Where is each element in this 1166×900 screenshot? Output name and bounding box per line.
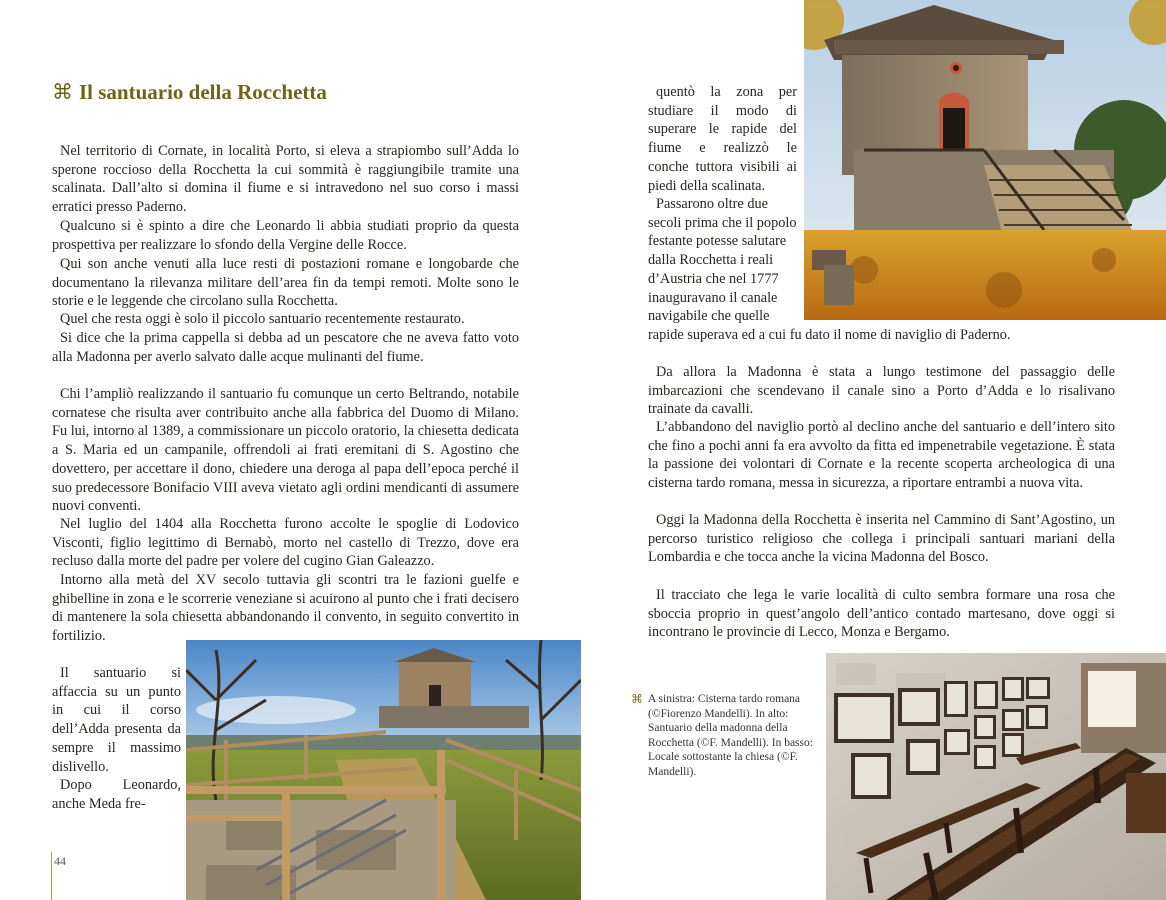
paragraph-7: Nel luglio del 1404 alla Rocchetta furono accolte le spoglie di Lodovico Visconti, figlio legittimo di Bernabò, morto nel castello di Trezzo, dove era recluso dalla morte del padre per volere del cugino Gian Galeazzo. (52, 516, 519, 570)
caption-text: A sinistra: Cisterna tardo romana (©Fiorenzo Mandelli). In alto: Santuario della madonna della Rocchetta (©F. Mandelli). In basso: Locale sottostante la chiesa (©F. Mandelli). (648, 693, 813, 778)
sanctuary-photo-illustration (804, 0, 1166, 320)
section-heading (52, 80, 327, 105)
cistern-photo-illustration (186, 640, 581, 900)
paragraph-5: Si dice che la prima cappella si debba ad un pescatore che ne aveva fatto voto alla Madonna per averlo salvato dalle acque mulinanti del fiume. (52, 330, 519, 365)
paragraph-1: Nel territorio di Cornate, in località Porto, si eleva a strapiombo sull’Adda lo sperone roccioso della Rocchetta la cui sommità è raggiungibile tramite una scalinata. Dall’alto si domina il fiume e si intravedono nel suo corso i massi erratici presso Paderno. (52, 143, 519, 216)
heading-title: Il santuario della Rocchetta (79, 80, 327, 104)
paragraph-3: Qui son anche venuti alla luce resti di postazioni romane e longobarde che documentano la rilevanza militare dell’area fin da tempi remoti. Molte sono le storie e le leggende che circolano sulla Rocchetta. (52, 256, 519, 310)
photo-sanctuary (804, 0, 1166, 320)
paragraph-13: Da allora la Madonna è stata a lungo testimone del passaggio delle imbarcazioni che scendevano il canale sino a Porto d’Adda e lo risalivano trainate da cavalli. (648, 364, 1115, 418)
photo-cistern (186, 640, 581, 900)
paragraph-15: Oggi la Madonna della Rocchetta è inserita nel Cammino di Sant’Agostino, un percorso turistico religioso che collega i principali santuari mariani della Lombardia e che tocca anche la vicina Madonna del Bosco. (648, 512, 1115, 566)
paragraph-2: Qualcuno si è spinto a dire che Leonardo li abbia studiati proprio da questa prospettiva per realizzare lo sfondo della Vergine delle Rocce. (52, 218, 519, 253)
right-page (583, 0, 1166, 900)
photo-interior (826, 653, 1166, 900)
paragraph-14: L’abbandono del naviglio portò al declino anche del santuario e dell’intero sito che fino a pochi anni fa era avvolto da fitta ed impenetrabile vegetazione. È stata la passione dei volontari di Cornate e la recente scoperta archeologica di una cisterna tardo romana, messa in sicurezza, a riportare entrambi a nuova vita. (648, 419, 1115, 492)
paragraph-8: Intorno alla metà del XV secolo tuttavia gli scontri tra le fazioni guelfe e ghibelline in zona e le scorrerie veneziane si acuirono al punto che i frati decisero di mantenere la sola chiesetta abbandonando il convento, in seguito convertito in fortilizio. (52, 572, 519, 645)
caption-mark-icon: ⌘ (631, 692, 643, 706)
paragraph-12: Passarono oltre due secoli prima che il popolo festante potesse salutare dalla Rocchetta i reali d’Austria che nel 1777 inauguravano il canale navigabile che quelle rapide superava ed a cui fu dato il nome di naviglio di Paderno. (648, 196, 1011, 343)
paragraph-10: Dopo Leonardo, anche Meda fre- (52, 777, 181, 812)
paragraph-16: Il tracciato che lega le varie località di culto sembra formare una rosa che sboccia proprio in quest’angolo dell’antico contado martesano, dove oggi si incontrano le provincie di Lecco, Monza e Bergamo. (648, 587, 1115, 641)
heading-mark-icon: ⌘ (52, 80, 73, 104)
page-number: 44 (54, 854, 66, 868)
page-number-rule (51, 852, 52, 900)
interior-photo-illustration (826, 653, 1166, 900)
paragraph-11: quentò la zona per studiare il modo di superare le rapide del fiume e realizzò le conche tuttora visibili ai piedi della scalinata. (648, 84, 797, 194)
paragraph-6: Chi l’ampliò realizzando il santuario fu comunque un certo Beltrando, notabile cornatese che risulta aver contribuito anche alla fabbrica del Duomo di Milano. Fu lui, intorno al 1389, a commissionare un piccolo oratorio, la chiesetta dedicata a S. Maria ed un campanile, offrendoli ai frati eremitani di S. Agostino che dovettero, per accettare il dono, chiedere una deroga al papa dell’epoca perché il suo predecessore Bonifacio VIII aveva vietato agli ordini mendicanti di assumere nuovi conventi. (52, 386, 519, 515)
paragraph-4: Quel che resta oggi è solo il piccolo santuario recentemente restaurato. (60, 311, 465, 327)
paragraph-9: Il santuario si affaccia su un punto in cui il corso dell’Adda presenta da sempre il massimo dislivello. (52, 665, 181, 775)
